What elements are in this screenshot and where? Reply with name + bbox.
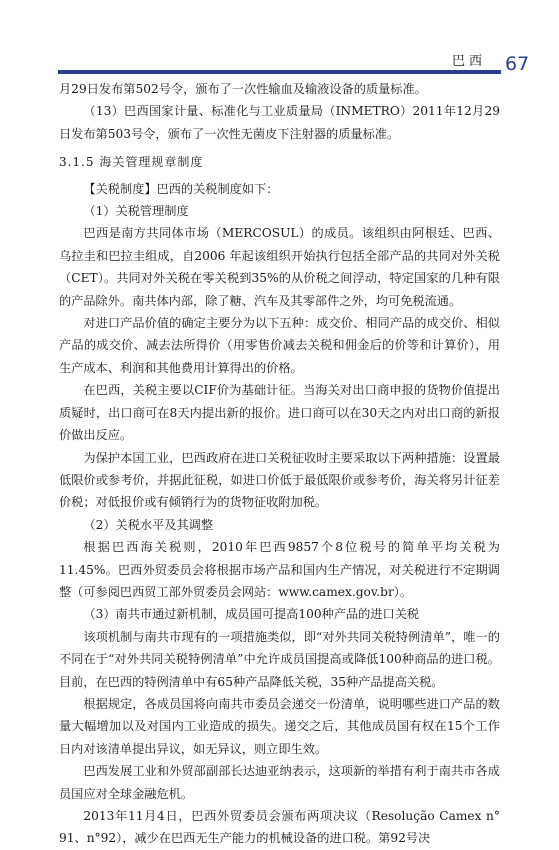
paragraph-cif-basis: 在巴西，关税主要以CIF价为基础计征。当海关对出口商申报的货物价值提出质疑时，出口商可在8天内提出新的报价。进口商可以在30天之内对出口商的新报价做出反应。 [59, 383, 500, 443]
paragraph-protection-measures: 为保护本国工业，巴西政府在进口关税征收时主要采取以下两种措施：设置最低限价或参考价，并据此征税，如进口价低于最低限价或参考价，海关将另计征差价税；对低报价或有倾销行为的货物征收附加税。 [59, 450, 500, 510]
running-header-country: 巴西 [452, 54, 487, 69]
paragraph-valuation-methods: 对进口产品价值的确定主要分为以下五种：成交价、相同产品的成交价、相似产品的成交价、减去法所得价（用零售价减去关税和佣金后的价等和计算价），用生产成本、利润和其他费用计算得出的价格。 [59, 316, 500, 375]
paragraph-exception-list: 该项机制与南共市现有的一项措施类似，即“对外共同关税特例清单”，唯一的不同在于“对外共同关税特例清单”中允许成员国提高或降低100种商品的进口税。目前，在巴西的特例清单中有65种产品降低关税，35种产品提高关税。 [59, 629, 500, 689]
paragraph-mercosul: 巴西是南方共同体市场（MERCOSUL）的成员。该组织由阿根廷、巴西、乌拉圭和巴拉圭组成，自2006 年起该组织开始执行包括全部产品的共同对外关税（CET）。共同对外关税在零关税到35%的从价税之间浮动，特定国家的几种有限的产品除外。南共体内部，除了糖、汽车及其零部件之外，均可免税流通。 [59, 226, 500, 308]
paragraph-continuation: 月29日发布第502号令，颁布了一次性输血及输液设备的质量标准。 [59, 82, 427, 96]
subheading-tariff-management: （1）关税管理制度 [83, 204, 189, 219]
paragraph-camex-resolution: 2013年11月4日，巴西外贸委员会颁布两项决议（Resolução Camex n° 91、n°92），减少在巴西无生产能力的机械设备的进口税。第92号决 [59, 809, 500, 846]
page-body [59, 78, 500, 850]
paragraph-average-tariff: 根据巴西海关税则，2010年巴西9857个8位税号的简单平均关税为11.45%。巴西外贸委员会将根据市场产品和国内生产情况，对关税进行不定期调整（可参阅巴西贸工部外贸委员会网站：www.camex.gov.br）。 [59, 540, 500, 599]
paragraph-item-13: （13）巴西国家计量、标准化与工业质量局（INMETRO）2011年12月29日发布第503号令，颁布了一次性无菌皮下注射器的质量标准。 [59, 104, 500, 141]
paragraph-vice-minister: 巴西发展工业和外贸部副部长达迪亚纳表示，这项新的举措有利于南共市各成员国应对全球金融危机。 [59, 764, 500, 801]
section-heading: 3.1.5 海关管理规章制度 [59, 155, 204, 170]
subheading-new-mechanism: （3）南共市通过新机制，成员国可提高100种产品的进口关税 [83, 607, 420, 622]
header-rule [58, 70, 501, 74]
subsection-label-tariff-system: 【关税制度】巴西的关税制度如下： [83, 181, 279, 196]
subheading-tariff-level: （2）关税水平及其调整 [83, 517, 214, 532]
page-number: 67 [505, 53, 530, 75]
paragraph-submission-rules: 根据规定，各成员国将向南共市委员会递交一份清单，说明哪些进口产品的数量大幅增加以及对国内工业造成的损失。递交之后，其他成员国有权在15个工作日内对该清单提出异议，如无异议，则立即生效。 [59, 696, 500, 756]
